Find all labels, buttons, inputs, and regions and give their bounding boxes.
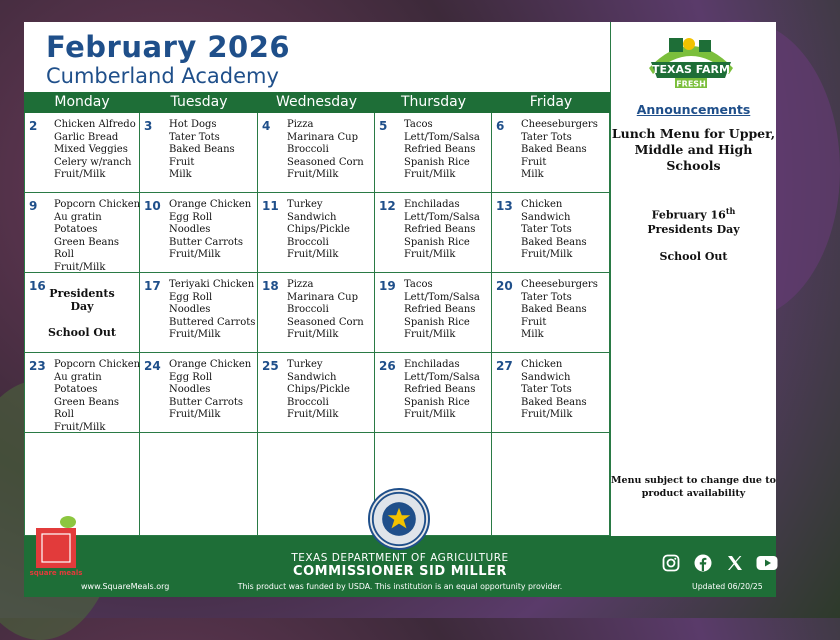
day-cell [492,193,610,273]
holiday-line: Presidents [49,287,115,300]
menu-item: Chicken [521,199,563,210]
menu-items [404,199,480,262]
instagram-icon[interactable] [660,552,682,574]
svg-text:FRESH: FRESH [676,79,706,89]
holiday-date: February 16 [651,208,726,222]
day-cell [258,353,375,433]
menu-item: Marinara Cup [287,291,358,303]
menu-items [521,119,598,182]
menu-item: Tater Tots [521,384,572,396]
menu-item: Seasoned Corn [287,156,364,168]
youtube-icon[interactable] [756,552,778,574]
menu-item: Noodles [169,224,211,236]
menu-items [404,279,480,342]
svg-text:square meals: square meals [29,569,83,577]
menu-item: Broccoli [287,236,329,248]
menu-item: Popcorn Chicken [54,199,141,210]
day-cell [492,353,610,433]
menu-item: Orange Chicken [169,199,252,210]
menu-item: Marinara Cup [287,131,358,143]
menu-item: Chicken [521,359,563,370]
menu-items [521,279,598,342]
day-number: 13 [496,199,513,213]
day-cell [140,433,258,536]
day-number: 19 [379,279,396,293]
menu-item: Garlic Bread [54,131,119,143]
menu-items [54,199,140,275]
menu-item: Potatoes [54,384,98,396]
menu-item: Green Beans [54,396,120,408]
social-links [660,552,778,574]
menu-items [169,199,251,262]
day-number: 5 [379,119,388,133]
menu-items [287,199,350,262]
menu-item: Fruit [521,156,547,168]
menu-item: Milk [169,169,192,181]
x-icon[interactable] [724,552,746,574]
menu-item: Refried Beans [404,144,476,156]
menu-item: Milk [521,329,544,341]
day-cell [24,353,140,433]
school-out-note: School Out [659,250,728,263]
department-name: TEXAS DEPARTMENT OF AGRICULTURE [291,552,509,564]
menu-item: Lett/Tom/Salsa [404,371,480,383]
menu-item: Butter Carrots [169,236,244,248]
day-cell [375,193,492,273]
menu-item: Lett/Tom/Salsa [404,211,480,223]
menu-item: Fruit/Milk [169,249,221,261]
menu-item: Fruit/Milk [169,329,221,341]
menu-item: Sandwich [521,211,571,223]
menu-item: Egg Roll [169,291,213,303]
menu-items [521,199,587,262]
day-number: 20 [496,279,513,293]
menu-item: Sandwich [521,371,571,383]
menu-item: Egg Roll [169,211,213,223]
menu-item: Milk [521,169,544,181]
menu-item: Celery w/ranch [54,156,132,168]
menu-item: Refried Beans [404,304,476,316]
menu-item: Butter Carrots [169,396,244,408]
day-cell [375,113,492,193]
menu-item: Chicken Alfredo [54,119,136,130]
menu-item: Fruit/Milk [404,329,456,341]
day-cell [24,273,140,353]
menu-item: Egg Roll [169,371,213,383]
footer [24,536,776,597]
menu-item: Baked Beans [521,144,587,156]
menu-items [169,359,251,422]
menu-items [54,359,140,435]
day-header-tuesday: Tuesday [140,92,258,113]
texas-farm-fresh-logo [639,28,743,92]
day-header-monday: Monday [24,92,140,113]
menu-item: Refried Beans [404,224,476,236]
menu-item: Mixed Veggies [54,144,128,156]
menu-item: Enchiladas [404,199,460,210]
school-name: Cumberland Academy [46,64,279,88]
menu-items [287,119,364,182]
menu-item: Chips/Pickle [287,224,350,236]
menu-item: Baked Beans [521,396,587,408]
day-header-friday: Friday [492,92,610,113]
menu-item: Noodles [169,304,211,316]
menu-item: Spanish Rice [404,236,470,248]
day-cell [24,113,140,193]
menu-item: Au gratin [54,371,102,383]
menu-item: Fruit [521,316,547,328]
announcements-subtitle: Lunch Menu for Upper, Middle and High Schools [611,126,776,173]
holiday-line: School Out [48,326,116,339]
menu-item: Fruit/Milk [287,329,339,341]
menu-item: Teriyaki Chicken [169,279,255,290]
menu-item: Tater Tots [521,224,572,236]
day-cell [492,113,610,193]
menu-frame [24,22,776,597]
menu-items [404,359,480,422]
menu-change-note: Menu subject to change due to product availability [611,475,776,499]
day-number: 27 [496,359,513,373]
calendar-grid [24,92,610,536]
holiday-line [25,313,139,326]
day-cell [492,433,610,536]
menu-item: Fruit/Milk [287,409,339,421]
day-number: 10 [144,199,161,213]
menu-items [169,279,255,342]
menu-item: Buttered Carrots [169,316,256,328]
menu-item: Lett/Tom/Salsa [404,291,480,303]
menu-item: Tater Tots [521,291,572,303]
day-cell [492,273,610,353]
day-cell [24,193,140,273]
day-number: 24 [144,359,161,373]
day-cell [140,113,258,193]
menu-item: Noodles [169,384,211,396]
menu-item: Roll [54,249,74,261]
day-number: 6 [496,119,505,133]
day-header-wednesday: Wednesday [258,92,375,113]
holiday-date-suffix: th [725,206,736,216]
menu-item: Popcorn Chicken [54,359,141,370]
day-number: 12 [379,199,396,213]
menu-items [54,119,136,182]
menu-item: Roll [54,409,74,421]
menu-item: Tacos [404,279,433,290]
menu-item: Baked Beans [521,304,587,316]
holiday-announcement [611,204,776,237]
menu-item: Pizza [287,119,314,130]
menu-item: Tater Tots [521,131,572,143]
menu-item: Tacos [404,119,433,130]
page-title: February 2026 [46,30,291,64]
menu-items [169,119,235,182]
menu-items [287,279,364,342]
menu-item: Broccoli [287,144,329,156]
day-number: 23 [29,359,46,373]
holiday-line: Day [70,300,94,313]
day-number: 9 [29,199,38,213]
day-number: 4 [262,119,271,133]
menu-item: Spanish Rice [404,396,470,408]
menu-item: Fruit/Milk [404,409,456,421]
menu-item: Fruit/Milk [404,169,456,181]
menu-item: Seasoned Corn [287,316,364,328]
menu-item: Fruit/Milk [54,261,106,273]
commissioner-name: COMMISSIONER SID MILLER [293,564,507,579]
tda-seal [368,488,430,550]
day-number: 11 [262,199,279,213]
day-cell [258,433,375,536]
day-cell [258,113,375,193]
day-number: 18 [262,279,279,293]
menu-item: Fruit/Milk [521,249,573,261]
menu-item: Turkey [287,199,323,210]
menu-item: Lett/Tom/Salsa [404,131,480,143]
announcements-title: Announcements [636,102,751,117]
day-cell [140,273,258,353]
day-cell [258,273,375,353]
holiday-name: Presidents Day [647,222,740,236]
day-cell [258,193,375,273]
menu-item: Cheeseburgers [521,119,598,130]
square-meals-url[interactable]: www.SquareMeals.org [81,582,170,591]
day-header-thursday: Thursday [375,92,492,113]
menu-item: Fruit/Milk [54,169,106,181]
menu-item: Fruit/Milk [404,249,456,261]
menu-item: Baked Beans [521,236,587,248]
menu-item: Broccoli [287,396,329,408]
menu-item: Tater Tots [169,131,220,143]
menu-item: Fruit/Milk [287,169,339,181]
menu-item: Fruit/Milk [287,249,339,261]
holiday-label [25,287,139,339]
menu-items [404,119,480,182]
day-number: 25 [262,359,279,373]
usda-disclaimer: This product was funded by USDA. This institution is an equal opportunity provider. [237,582,563,591]
menu-item: Potatoes [54,224,98,236]
day-number: 26 [379,359,396,373]
menu-item: Pizza [287,279,314,290]
updated-date: Updated 06/20/25 [692,582,763,591]
day-number: 17 [144,279,161,293]
menu-item: Chips/Pickle [287,384,350,396]
menu-item: Hot Dogs [169,119,217,130]
menu-item: Spanish Rice [404,316,470,328]
menu-item: Sandwich [287,211,337,223]
menu-item: Baked Beans [169,144,235,156]
menu-item: Fruit/Milk [521,409,573,421]
day-cell [375,353,492,433]
menu-item: Enchiladas [404,359,460,370]
menu-item: Broccoli [287,304,329,316]
menu-item: Fruit/Milk [54,421,106,433]
day-number: 3 [144,119,153,133]
menu-item: Refried Beans [404,384,476,396]
menu-items [287,359,350,422]
menu-item: Cheeseburgers [521,279,598,290]
menu-item: Au gratin [54,211,102,223]
svg-text:TEXAS FARM: TEXAS FARM [652,63,730,76]
day-cell [140,353,258,433]
menu-item: Fruit/Milk [169,409,221,421]
day-cell [375,273,492,353]
menu-item: Turkey [287,359,323,370]
day-number: 16 [29,279,46,293]
menu-item: Sandwich [287,371,337,383]
announcements-panel [610,22,776,536]
facebook-icon[interactable] [692,552,714,574]
menu-item: Green Beans [54,236,120,248]
menu-item: Orange Chicken [169,359,252,370]
menu-item: Fruit [169,156,195,168]
day-cell [140,193,258,273]
day-number: 2 [29,119,38,133]
menu-item: Spanish Rice [404,156,470,168]
menu-items [521,359,587,422]
